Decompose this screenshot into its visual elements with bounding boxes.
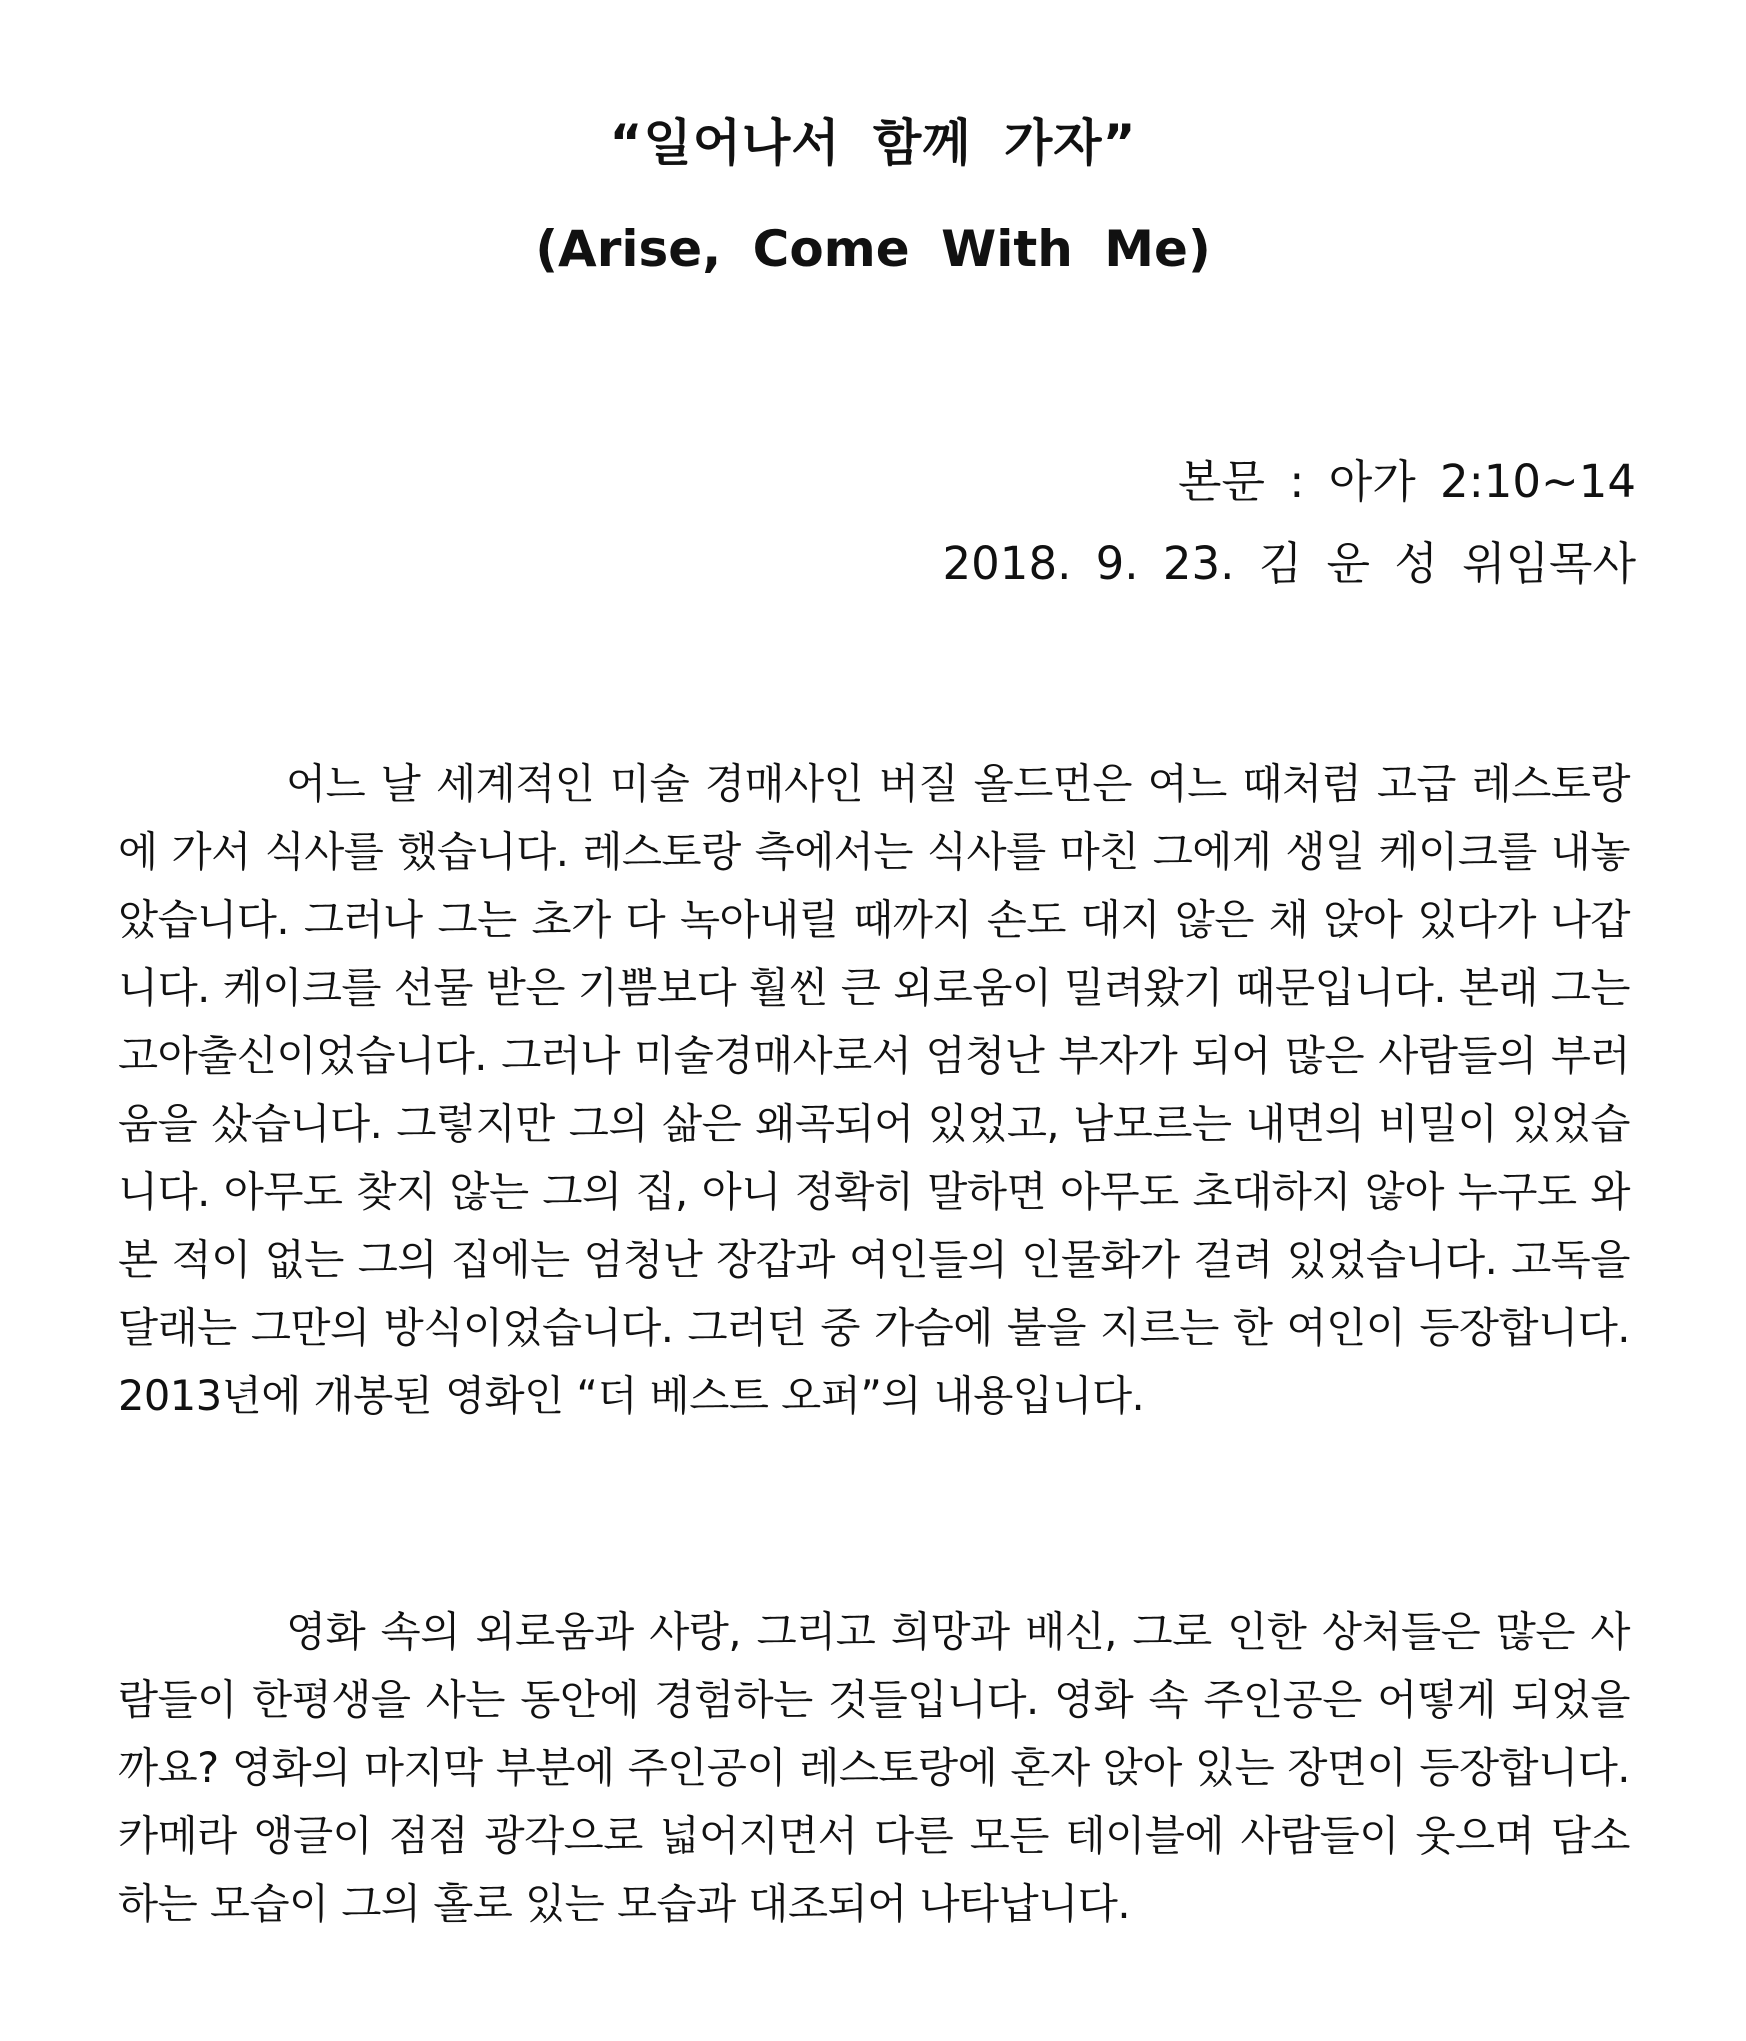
date-author-line: 2018. 9. 23. 김 운 성 위임목사 bbox=[942, 537, 1636, 590]
paragraph-1: 어느 날 세계적인 미술 경매사인 버질 올드먼은 여느 때처럼 고급 레스토랑에 가서 식사를 했습니다. 레스토랑 측에서는 식사를 마친 그에게 생일 케이크를 내놓았습니다. 그러나 그는 초가 다 녹아내릴 때까지 손도 대지 않은 채 앉아 있다가 나갑니다. 케이크를 선물 받은 기쁨보다 훨씬 큰 외로움이 밀려왔기 때문입니다. 본래 그는 고아출신이었습니다. 그러나 미술경매사로서 엄청난 부자가 되어 많은 사람들의 부러움을 샀습니다. 그렇지만 그의 삶은 왜곡되어 있었고, 남모르는 내면의 비밀이 있었습니다. 아무도 찾지 않는 그의 집, 아니 정확히 말하면 아무도 초대하지 않아 누구도 와 본 적이 없는 그의 집에는 엄청난 장갑과 여인들의 인물화가 걸려 있었습니다. 고독을 달래는 그만의 방식이었습니다. 그러던 중 가슴에 불을 지르는 한 여인이 등장합니다. 2013년에 개봉된 영화인 “더 베스트 오퍼”의 내용입니다. bbox=[118, 759, 1630, 1420]
paragraph-2: 영화 속의 외로움과 사랑, 그리고 희망과 배신, 그로 인한 상처들은 많은 사람들이 한평생을 사는 동안에 경험하는 것들입니다. 영화 속 주인공은 어떻게 되었을까요? 영화의 마지막 부분에 주인공이 레스토랑에 혼자 앉아 있는 장면이 등장합니다. 카메라 앵글이 점점 광각으로 넓어지면서 다른 모든 테이블에 사람들이 웃으며 담소하는 모습이 그의 홀로 있는 모습과 대조되어 나타납니다. bbox=[118, 1607, 1630, 1928]
sermon-subtitle: (Arise, Come With Me) bbox=[535, 220, 1211, 278]
sermon-title: “일어나서 함께 가자” bbox=[609, 114, 1137, 172]
scripture-reference: 본문 : 아가 2:10~14 bbox=[1178, 455, 1636, 508]
